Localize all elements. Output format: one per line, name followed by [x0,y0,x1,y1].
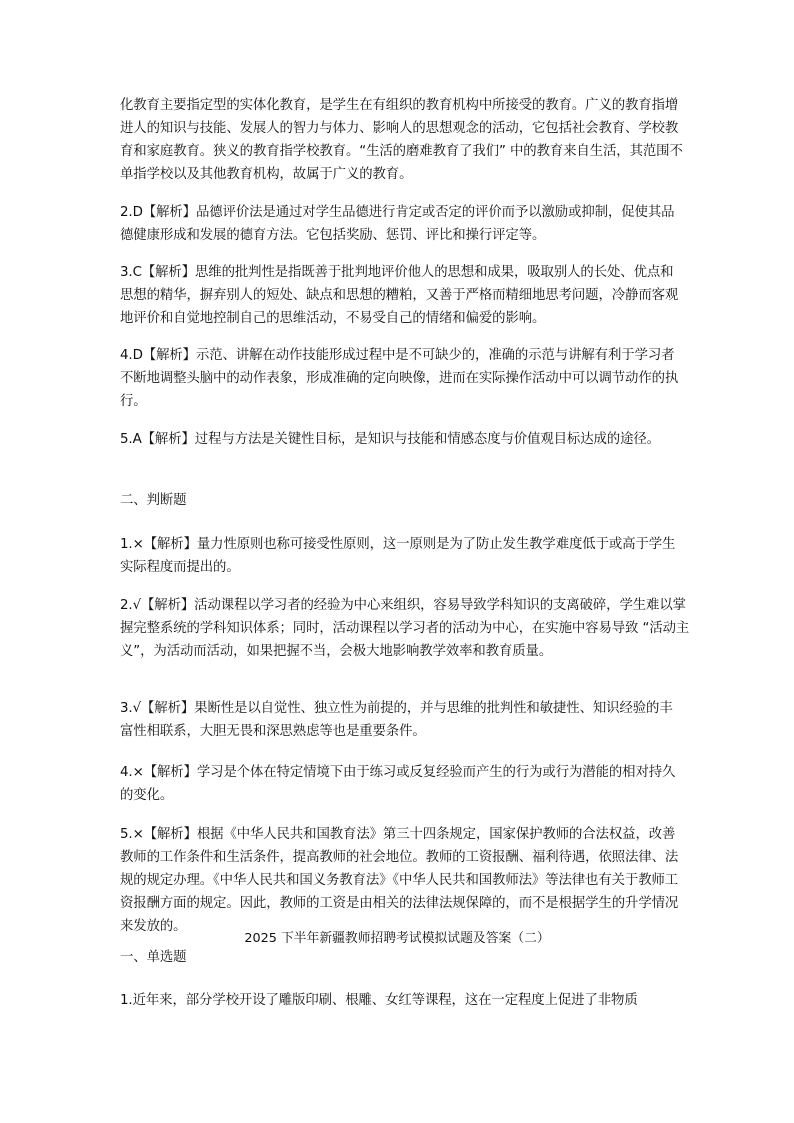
paragraph-education-definition: 化教育主要指定型的实体化教育，是学生在有组织的教育机构中所接受的教育。广义的教育指增进人的知识与技能、发展人的智力与体力、影响人的思想观念的活动，它包括社会教育、学校教育和家庭教育。狭义的教育指学校教育。“生活的磨难教育了我们” 中的教育来自生活，其范围不单指学校以及其他教育机构，故属于广义的教育。 [120,98,683,182]
answer-4-explanation: 4.D【解析】示范、讲解在动作技能形成过程中是不可缺少的，准确的示范与讲解有利于学习者不断地调整头脑中的动作表象，形成准确的定向映像，进而在实际操作活动中可以调节动作的执行。 [120,348,679,409]
tf-answer-3-explanation: 3.√【解析】果断性是以自觉性、独立性为前提的，并与思维的批判性和敏捷性、知识经验的丰富性相联系，大胆无畏和深思熟虑等也是重要条件。 [120,701,673,739]
section-heading-single-choice: 一、单选题 [120,950,187,965]
section-heading-true-false: 二、判断题 [120,493,187,508]
tf-answer-5-explanation: 5.×【解析】根据《中华人民共和国教育法》第三十四条规定，国家保护教师的合法权益，改善教师的工作条件和生活条件，提高教师的社会地位。教师的工资报酬、福利待遇，依照法律、法规的规定办理。《中华人民共和国义务教育法》《中华人民共和国教师法》等法律也有关于教师工资报酬方面的规定。因此，教师的工资是由相关的法律法规保障的，而不是根据学生的升学情况来发放的。 [120,827,679,934]
tf-answer-1-explanation: 1.×【解析】量力性原则也称可接受性原则，这一原则是为了防止发生教学难度低于或高于学生实际程度而提出的。 [120,537,676,575]
answer-3-explanation: 3.C【解析】思维的批判性是指既善于批判地评价他人的思想和成果，吸取别人的长处、优点和思想的精华，摒弃别人的短处、缺点和思想的糟粕，又善于严格而精细地思考问题，冷静而客观地评价和自觉地控制自己的思维活动，不易受自己的情绪和偏爱的影响。 [120,265,679,326]
answer-5-explanation: 5.A【解析】过程与方法是关键性目标，是知识与技能和情感态度与价值观目标达成的途径。 [120,432,660,447]
question-1-stem: 1.近年来，部分学校开设了雕版印刷、根雕、女红等课程，这在一定程度上促进了非物质 [120,993,638,1008]
exam-title: 2025 下半年新疆教师招聘考试模拟试题及答案（二） [244,931,550,946]
tf-answer-2-explanation: 2.√【解析】活动课程以学习者的经验为中心来组织，容易导致学科知识的支离破碎，学生难以掌握完整系统的学科知识体系；同时，活动课程以学习者的活动为中心，在实施中容易导致 “活动主义”，为活动而活动，如果把握不当，会极大地影响教学效率和教育质量。 [120,598,690,659]
tf-answer-4-explanation: 4.×【解析】学习是个体在特定情境下由于练习或反复经验而产生的行为或行为潜能的相对持久的变化。 [120,765,676,803]
answer-2-explanation: 2.D【解析】品德评价法是通过对学生品德进行肯定或否定的评价而予以激励或抑制，促使其品德健康形成和发展的德育方法。它包括奖励、惩罚、评比和操行评定等。 [120,205,675,243]
